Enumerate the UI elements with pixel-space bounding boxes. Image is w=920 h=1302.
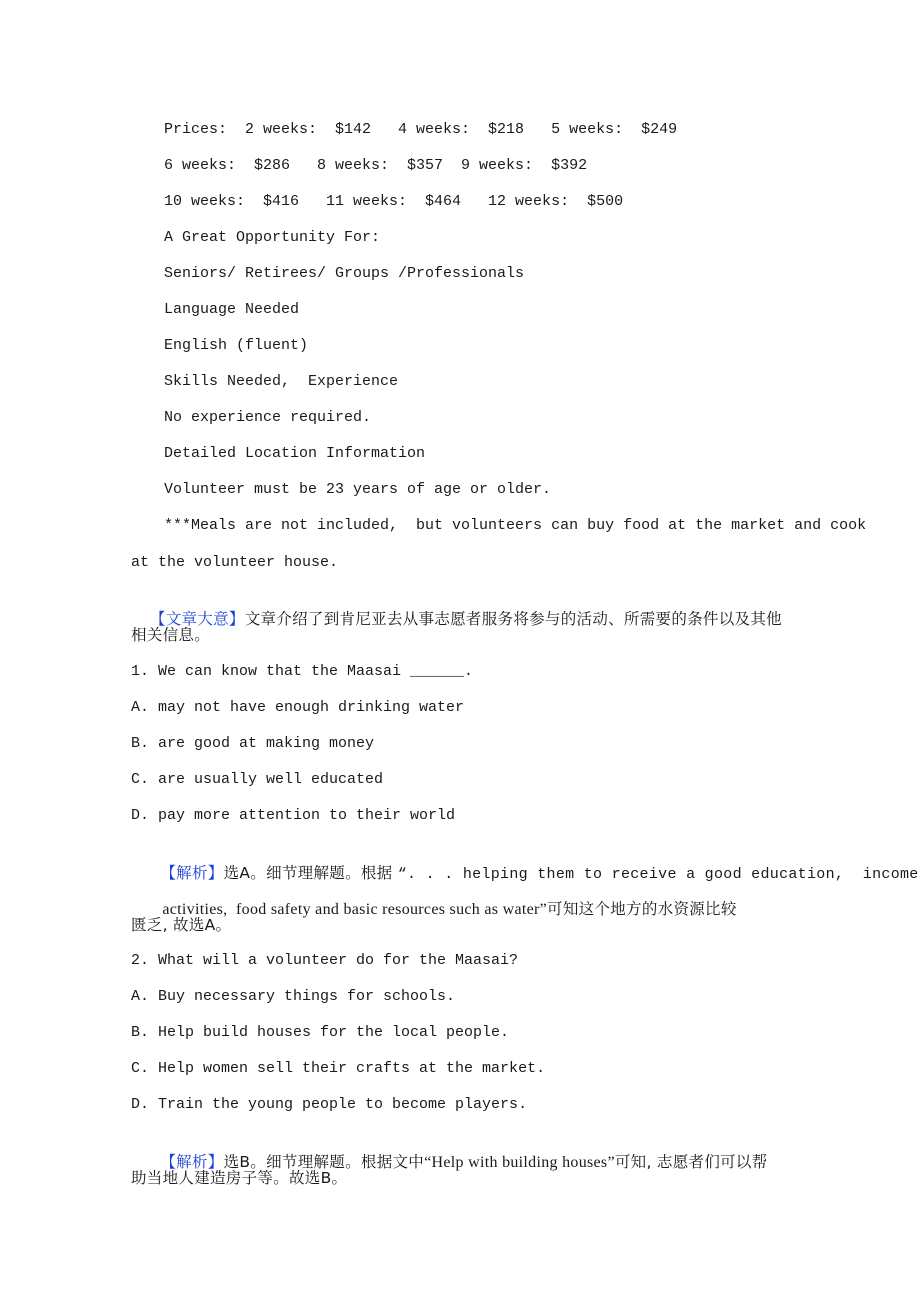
- opportunity-value: Seniors/ Retirees/ Groups /Professionals: [164, 265, 525, 282]
- location-heading: Detailed Location Information: [164, 445, 426, 462]
- analysis-text: 可知, 志愿者们可以帮: [614, 1153, 768, 1171]
- summary-tag: 【文章大意】: [149, 610, 245, 628]
- language-heading: Language Needed: [164, 301, 300, 318]
- analysis-text: 可知这个地方的水资源比较: [547, 900, 737, 918]
- analysis-tag: 【解析】: [160, 864, 224, 882]
- option-d: D. pay more attention to their world: [131, 807, 456, 824]
- analysis-line-3: 匮乏, 故选A。: [131, 916, 232, 934]
- analysis-quote: “Help with building houses”: [424, 1154, 615, 1171]
- meals-note-line-2: at the volunteer house.: [131, 554, 339, 571]
- prices-row-2: 6 weeks: $286 8 weeks: $357 9 weeks: $392: [164, 157, 588, 174]
- summary-line-1: [129, 589, 782, 649]
- summary-line-2: 相关信息。: [131, 626, 211, 644]
- option-c: C. Help women sell their crafts at the market.: [131, 1060, 546, 1077]
- meals-note-line-1: ***Meals are not included, but volunteers can buy food at the market and cook: [164, 517, 867, 534]
- analysis-line-2: 助当地人建造房子等。故选B。: [131, 1169, 348, 1187]
- analysis-quote: “. . . helping them to receive a good education, income: [397, 866, 919, 883]
- skills-value: No experience required.: [164, 409, 372, 426]
- analysis-quote: activities, food safety and basic resources such as water”: [162, 901, 548, 918]
- question-stem: 1. We can know that the Maasai ______.: [131, 663, 474, 680]
- option-a: A. may not have enough drinking water: [131, 699, 465, 716]
- prices-row-3: 10 weeks: $416 11 weeks: $464 12 weeks: $500: [164, 193, 624, 210]
- skills-heading: Skills Needed, Experience: [164, 373, 399, 390]
- location-value: Volunteer must be 23 years of age or older.: [164, 481, 552, 498]
- option-d: D. Train the young people to become players.: [131, 1096, 528, 1113]
- option-b: B. Help build houses for the local people.: [131, 1024, 510, 1041]
- option-a: A. Buy necessary things for schools.: [131, 988, 456, 1005]
- language-value: English (fluent): [164, 337, 309, 354]
- analysis-tag: 【解析】: [160, 1153, 224, 1171]
- prices-row-1: Prices: 2 weeks: $142 4 weeks: $218 5 weeks: $249: [164, 121, 678, 138]
- analysis-text: 选A。细节理解题。根据: [223, 864, 398, 882]
- question-stem: 2. What will a volunteer do for the Maasai?: [131, 952, 519, 969]
- opportunity-heading: A Great Opportunity For:: [164, 229, 381, 246]
- option-b: B. are good at making money: [131, 735, 375, 752]
- option-c: C. are usually well educated: [131, 771, 384, 788]
- analysis-text: 选B。细节理解题。根据文中: [223, 1153, 425, 1171]
- summary-text: 文章介绍了到肯尼亚去从事志愿者服务将参与的活动、所需要的条件以及其他: [244, 610, 782, 628]
